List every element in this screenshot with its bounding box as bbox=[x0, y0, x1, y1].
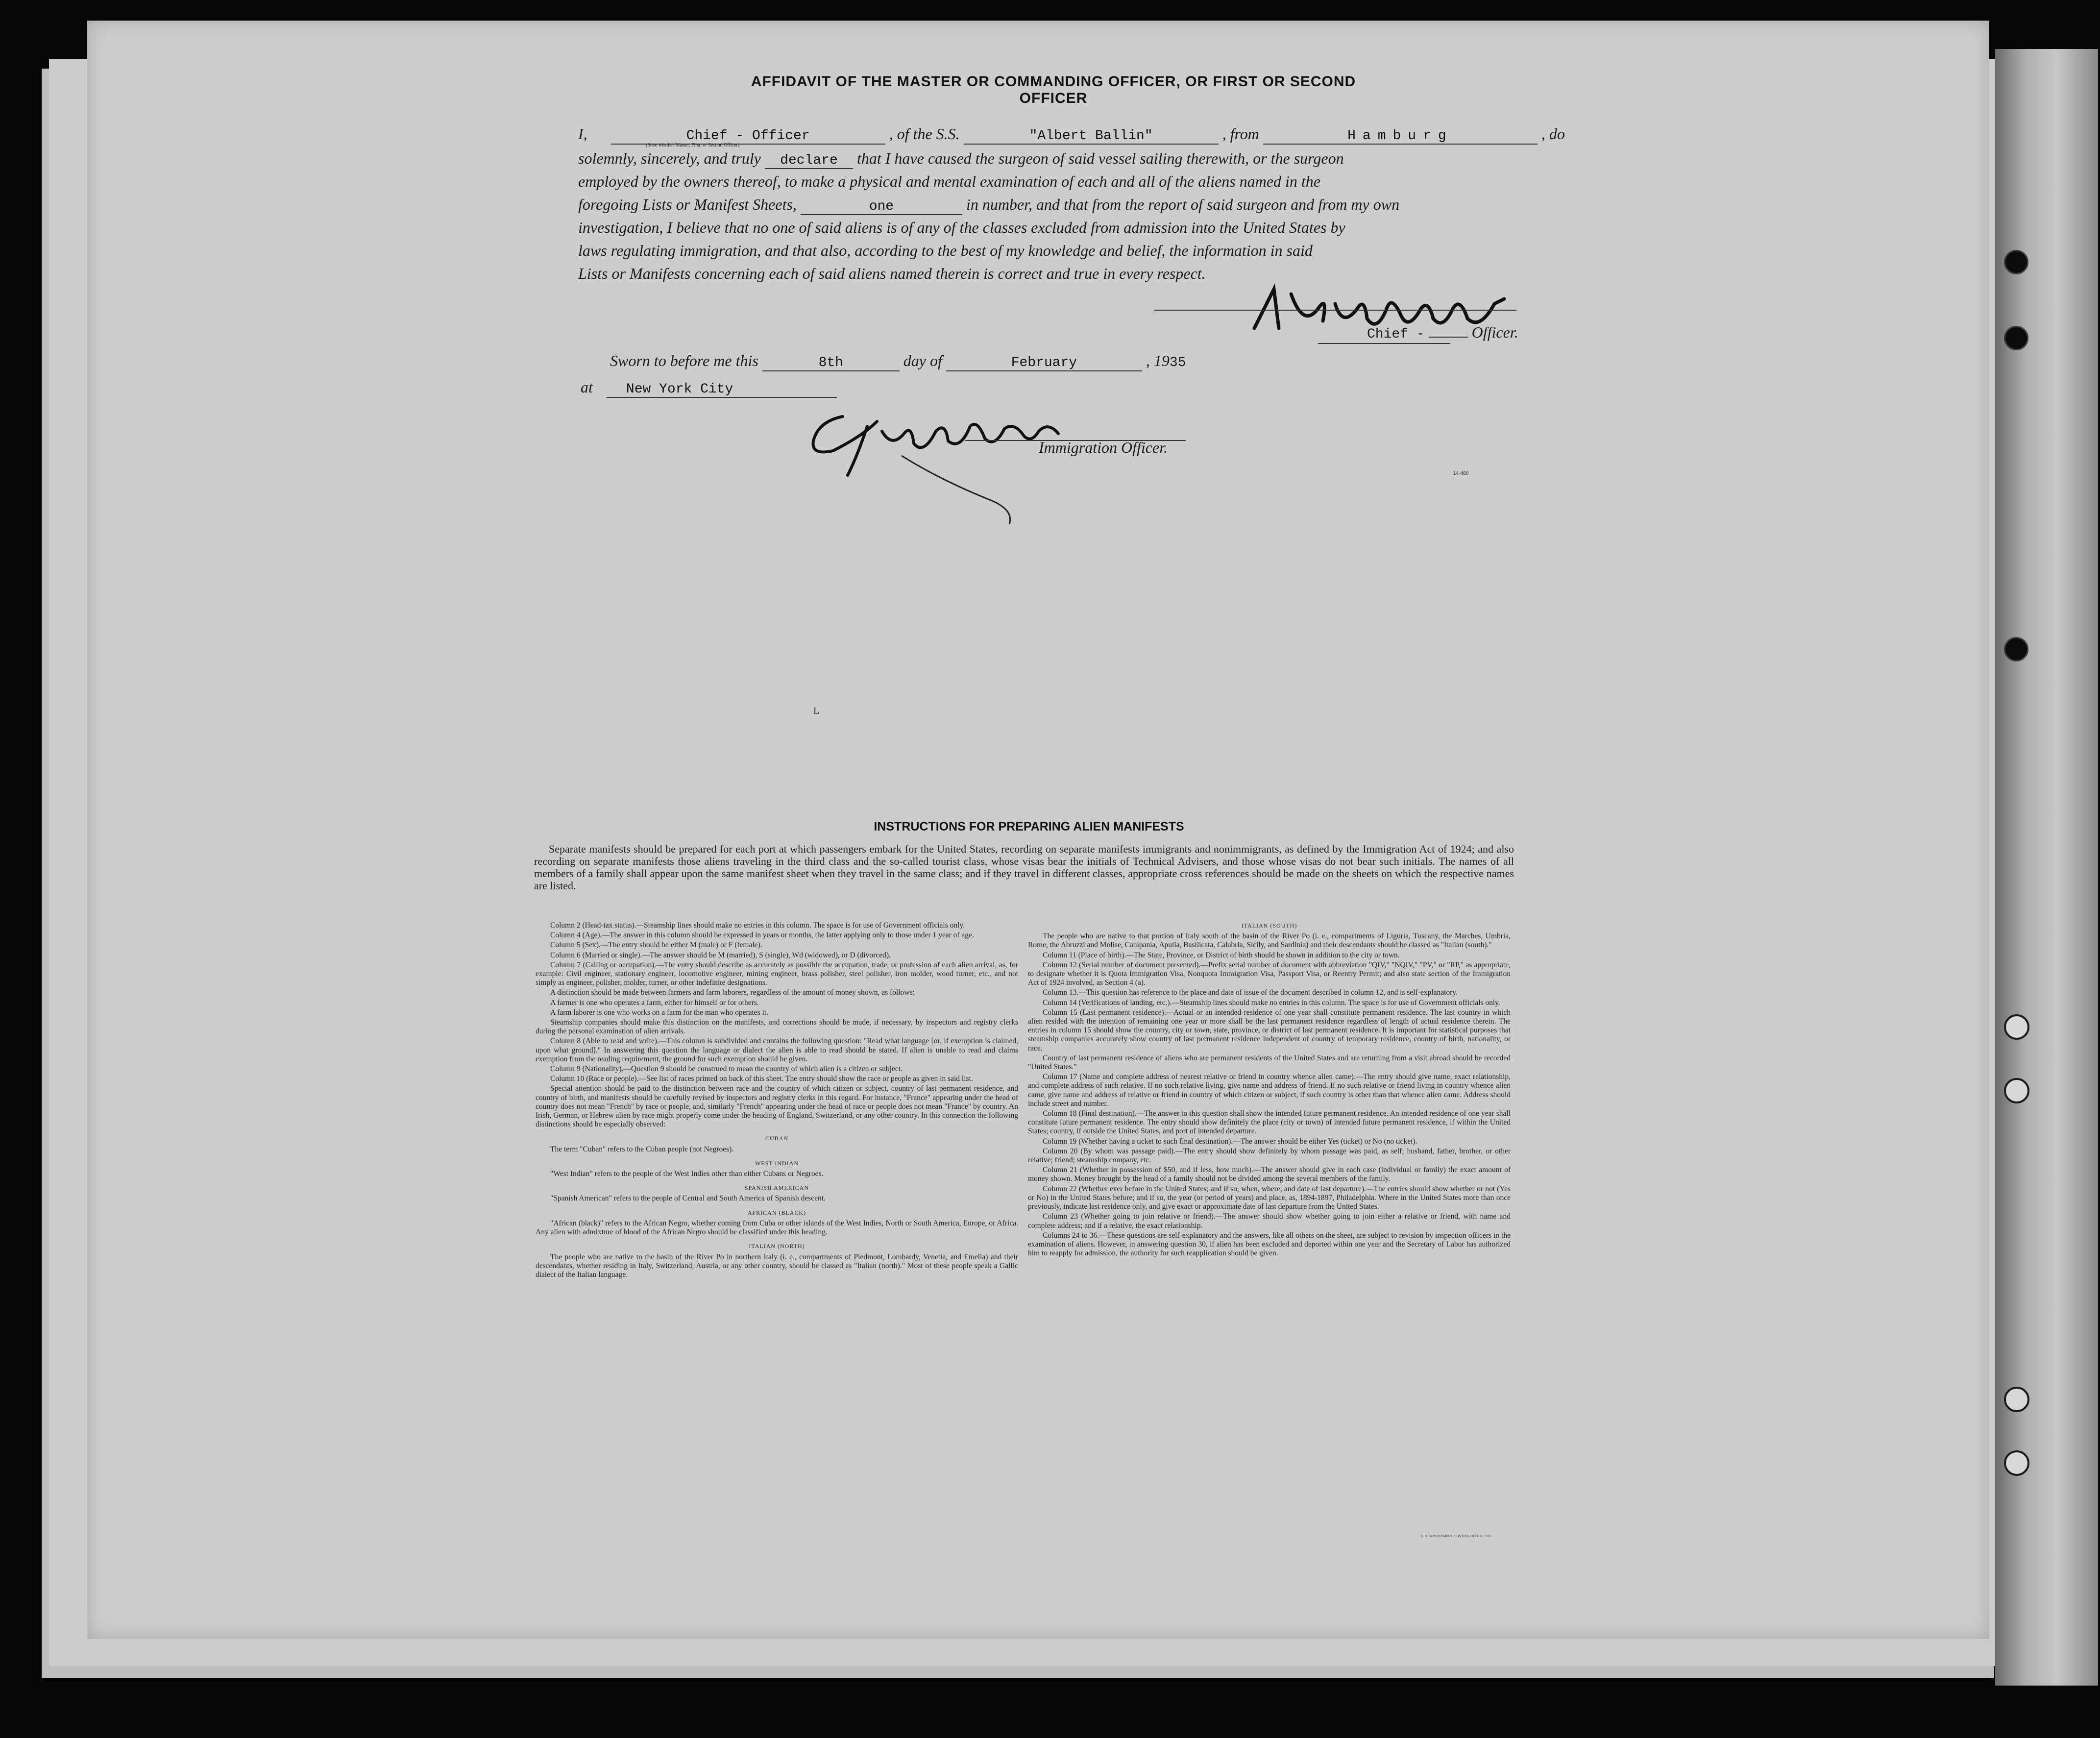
instruction-paragraph: Columns 24 to 36.—These questions are self-explanatory and the answers, like all others on the sheet, are subject to revision by inspection officers in the examination of aliens. However, in answering question 30, if alien has been excluded and deported within one year and the Secretary of Labor has authorized him to reapply for admission, the authority for such reapplication should be given. bbox=[1028, 1231, 1511, 1258]
instructions-intro bbox=[534, 843, 1514, 892]
form-number: 14-480 bbox=[1453, 471, 1469, 476]
punch-hole bbox=[2004, 1387, 2029, 1412]
text-solemnly: solemnly, sincerely, and truly bbox=[578, 149, 761, 167]
stray-mark: L bbox=[813, 706, 820, 716]
printing-office-line: U. S. GOVERNMENT PRINTING OFFICE: 1933 bbox=[1421, 1534, 1491, 1538]
officer-title-field: Chief - Officer bbox=[611, 128, 885, 145]
signature-line bbox=[1154, 310, 1516, 311]
affidavit-line-4 bbox=[578, 196, 1519, 215]
instruction-paragraph: Special attention should be paid to the distinction between race and the country of which citizen or subject, country of last permanent residence, and country of birth, and manifests should be carefully revised by inspectors and registry clerks in this regard. For instance, "France" appearing under the head of country does not mean "French" by race or people, and, similarly "French" appearing under the head of race or people does not mean "France" by country. An Irish, German, or Hebrew alien by race might properly come under the heading of England, Switzerland, or any other country. In this connection the following distinctions should be especially observed: bbox=[536, 1084, 1018, 1129]
instruction-paragraph: Column 2 (Head-tax status).—Steamship lines should make no entries in this column. The space is for use of Government officials only. bbox=[550, 921, 965, 930]
sworn-year-prefix: , 19 bbox=[1146, 352, 1170, 369]
affidavit-line-6: laws regulating immigration, and that also, according to the best of my knowledge and belief, the information in said bbox=[578, 242, 1313, 259]
sworn-place-field: New York City bbox=[607, 382, 837, 398]
sworn-line bbox=[610, 352, 1186, 371]
instruction-paragraph: "West Indian" refers to the people of the West Indies other than either Cubans or Negroes. bbox=[550, 1170, 824, 1178]
text-surgeon: that I have caused the surgeon of said vessel sailing therewith, or the surgeon bbox=[856, 149, 1344, 167]
immigration-officer-caption: Immigration Officer. bbox=[1039, 439, 1168, 456]
instruction-paragraph: Column 10 (Race or people).—See list of races printed on back of this sheet. The entry should show the race or people as given in said list. bbox=[550, 1075, 973, 1083]
instruction-paragraph: Column 15 (Last permanent residence).—Actual or an intended residence of one year shall constitute permanent residence. The last country in which alien resided with the intention of remaining one year or more shall be the last permanent residence regardless of length of actual residence therein. The entries in column 15 should show the country, city or town, state, province, or district of last permanent residence. It is important for statistical purposes that steamship companies accurately show country of last permanent residence independent of country of temporary residence, country of birth, nationality, or race. bbox=[1028, 1008, 1511, 1053]
instruction-paragraph: Column 5 (Sex).—The entry should be either M (male) or F (female). bbox=[550, 941, 762, 950]
instruction-paragraph: "African (black)" refers to the African Negro, whether coming from Cuba or other islands of the West Indies, North or South America, Europe, or Africa. Any alien with admixture of blood of the African Negro should be classified under this heading. bbox=[536, 1219, 1018, 1237]
instruction-paragraph: Column 14 (Verifications of landing, etc.).—Steamship lines should make no entries in this column. The space is for use of Government officials only. bbox=[1043, 998, 1500, 1007]
punch-hole bbox=[2004, 637, 2028, 661]
sheet-count-field: one bbox=[801, 199, 962, 215]
instruction-paragraph: Country of last permanent residence of aliens who are permanent residents of the United States and are returning from a visit abroad should be recorded "United States." bbox=[1028, 1053, 1511, 1072]
instruction-paragraph: The people who are native to the basin of the River Po in northern Italy (i. e., compartments of Piedmont, Lombardy, Venetia, and Emelia) and their descendants, whether residing in Italy, Switzerland, Austria, or any other country, should be classed as "Italian (north)." Most of these people speak a Gallic dialect of the Italian language. bbox=[536, 1252, 1018, 1279]
instruction-paragraph: Column 23 (Whether going to join relative or friend).—The answer should show whether going to join either a relative or friend, with name and complete address; and if a relative, the exact relationship. bbox=[1028, 1212, 1511, 1230]
instructions-right-column bbox=[1028, 921, 1511, 1259]
instruction-paragraph: Column 8 (Able to read and write).—This column is subdivided and contains the following question: "Read what language [or, if exemption is claimed, upon what ground]." In answering this question the language or dialect the alien is able to read should be stated. If alien is unable to read and claims exemption from the reading requirement, the ground for such exemption should be given. bbox=[536, 1037, 1018, 1063]
text-in-number: in number, and that from the report of said surgeon and from my own bbox=[966, 196, 1400, 213]
instruction-paragraph: Column 18 (Final destination).—The answer to this question shall show the intended future permanent residence. An intended residence of one year shall constitute future permanent residence. The entry should show definitely the place (city or town) of intended future permanent residence, if within the United States; country, if outside the United States, and port of intended departure. bbox=[1028, 1109, 1511, 1136]
instructions-left-column bbox=[536, 921, 1018, 1280]
instruction-paragraph: The people who are native to that portion of Italy south of the basin of the River Po (i. e., compartments of Liguria, Tuscany, the Marches, Umbria, Rome, the Abruzzi and Molise, Campania, Apulia, Basilicata, Calabria, Sicily, and Sardinia) and their descendants should be classed as "Italian (south)." bbox=[1028, 932, 1511, 950]
heading-italian-north: ITALIAN (NORTH) bbox=[749, 1243, 805, 1250]
immigration-officer-signature bbox=[784, 402, 1127, 529]
text-foregoing: foregoing Lists or Manifest Sheets, bbox=[578, 196, 797, 213]
text-from: , from bbox=[1222, 125, 1259, 143]
instruction-paragraph: Column 22 (Whether ever before in the United States; and if so, when, where, and date of last departure).—The entries should show whether or not (Yes or No) in the United States before; and if so, the year (or period of years) and place, as, 1894-1897, Philadelphia. Where in the United States more than once previously, indicate last residence only, and give exact or approximate date of last departure from the United States. bbox=[1028, 1184, 1511, 1211]
heading-italian-south: ITALIAN (SOUTH) bbox=[1241, 922, 1297, 929]
text-do: , do bbox=[1541, 125, 1565, 143]
binder-edge bbox=[1995, 49, 2098, 1686]
instruction-paragraph: Column 6 (Married or single).—The answer should be M (married), S (single), Wd (widowed), or D (divorced). bbox=[550, 951, 891, 959]
punch-hole bbox=[2004, 1450, 2029, 1476]
vessel-name-field: "Albert Ballin" bbox=[964, 128, 1219, 145]
signer-caption: Officer. bbox=[1471, 323, 1518, 341]
instruction-paragraph: "Spanish American" refers to the people of Central and South America of Spanish descent. bbox=[550, 1194, 826, 1203]
affidavit-line-1 bbox=[578, 125, 1565, 145]
sworn-year-field: 35 bbox=[1169, 355, 1186, 370]
at-label: at bbox=[581, 378, 593, 396]
sworn-day-of: day of bbox=[903, 352, 942, 369]
text-of-ship: , of the S.S. bbox=[889, 125, 960, 143]
instruction-paragraph: A distinction should be made between farmers and farm laborers, regardless of the amount of money shown, as follows: bbox=[550, 988, 915, 997]
signer-title bbox=[1367, 323, 1518, 342]
sworn-prefix: Sworn to before me this bbox=[610, 352, 758, 369]
sworn-place-line bbox=[581, 378, 837, 398]
instruction-paragraph: Column 7 (Calling or occupation).—The entry should describe as accurately as possible the occupation, trade, or profession of each alien arrival, as, for example: Civil engineer, stationary engineer, locomotive engineer, mining engineer, brass polisher, steel polisher, iron molder, wood turner, etc., and not simply as engineer, polisher, molder, turner, or other indefinite designations. bbox=[536, 960, 1018, 987]
instruction-paragraph: Steamship companies should make this distinction on the manifests, and corrections should be made, if necessary, by inspectors and registry clerks during the personal examination of alien arrivals. bbox=[536, 1018, 1018, 1036]
sworn-month-field: February bbox=[946, 355, 1142, 371]
heading-west-indian: WEST INDIAN bbox=[755, 1159, 799, 1167]
intro-text: Separate manifests should be prepared for each port at which passengers embark for the United States, recording on separate manifests immigrants and nonimmigrants, as defined by the Immigration Act of 1924; and also recording on separate manifests those aliens traveling in the third class and the so-called tourist class, whose visas bear the initials of Technical Advisers, and those whose visas do not bear such initials. The names of all members of a family shall appear upon the same manifest sheet when they travel in the same class; and if they travel in different classes, appropriate cross references should be made on the sheets on which the respective names are listed. bbox=[534, 843, 1514, 892]
heading-spanish-american: SPANISH AMERICAN bbox=[744, 1184, 809, 1192]
instruction-paragraph: The term "Cuban" refers to the Cuban people (not Negroes). bbox=[550, 1145, 734, 1153]
affidavit-line-7: Lists or Manifests concerning each of said aliens named therein is correct and true in every respect. bbox=[578, 265, 1206, 282]
instruction-paragraph: Column 12 (Serial number of document presented).—Prefix serial number of document with abbreviation "QIV," "NQIV," "PV," or "RP," as appropriate, to designate whether it is Quota Immigration Visa, Nonquota Immigration Visa, Passport Visa, or Reentry Permit; and also state section of the Immigration Act of 1924 involved, as Section 4 (a). bbox=[1028, 960, 1511, 987]
instruction-paragraph: Column 19 (Whether having a ticket to such final destination).—The answer should be either Yes (ticket) or No (no ticket). bbox=[1043, 1137, 1417, 1146]
text-i: I, bbox=[578, 125, 587, 143]
punch-hole bbox=[2004, 1014, 2029, 1040]
instruction-paragraph: Column 17 (Name and complete address of nearest relative or friend in country whence alien came).—The entry should give name, exact relationship, and complete address of such relative. If no such relative living, give name and address of friend. If no such relative or friend living in country whence alien came, give name and address of relative or friend in country of which citizen or subject, if such country is other than that whence alien came. Address should include street and number. bbox=[1028, 1073, 1511, 1108]
instruction-paragraph: Column 13.—This question has reference to the place and date of issue of the document described in column 12, and is self-explanatory. bbox=[1043, 988, 1458, 997]
signer-title-value: Chief - bbox=[1367, 327, 1425, 342]
affidavit-title: AFFIDAVIT OF THE MASTER OR COMMANDING OFFICER, OR FIRST OR SECOND OFFICER bbox=[751, 73, 1356, 106]
affidavit-line-2 bbox=[578, 149, 1519, 169]
sworn-day-field: 8th bbox=[762, 355, 900, 371]
state-note: (State whether Master, First, or Second Officer) bbox=[646, 143, 740, 148]
instruction-paragraph: A farm laborer is one who works on a farm for the man who operates it. bbox=[550, 1008, 769, 1017]
instructions-title: INSTRUCTIONS FOR PREPARING ALIEN MANIFESTS bbox=[874, 820, 1184, 833]
verb-field: declare bbox=[765, 153, 853, 169]
punch-hole bbox=[2004, 250, 2028, 274]
punch-hole bbox=[2004, 326, 2028, 350]
instruction-paragraph: Column 11 (Place of birth).—The State, Province, or District of birth should be shown in addition to the city or town. bbox=[1043, 951, 1400, 959]
instruction-paragraph: A farmer is one who operates a farm, either for himself or for others. bbox=[550, 998, 759, 1007]
affidavit-line-3: employed by the owners thereof, to make a physical and mental examination of each and all of the aliens named in the bbox=[578, 172, 1320, 190]
instruction-paragraph: Column 9 (Nationality).—Question 9 should be construed to mean the country of which alien is a citizen or subject. bbox=[550, 1065, 903, 1074]
instruction-paragraph: Column 20 (By whom was passage paid).—The entry should show definitely by whom passage was paid, as self; husband, father, brother, or other relative; friend; steamship company, etc. bbox=[1028, 1147, 1511, 1165]
punch-hole bbox=[2004, 1078, 2029, 1103]
affidavit-line-5: investigation, I believe that no one of said aliens is of any of the classes excluded from admission into the United States by bbox=[578, 219, 1345, 236]
port-from-field: Hamburg bbox=[1263, 128, 1538, 145]
signer-title-underline bbox=[1318, 343, 1450, 344]
heading-cuban: CUBAN bbox=[765, 1135, 788, 1142]
signer-title-blank bbox=[1429, 337, 1468, 338]
instruction-paragraph: Column 4 (Age).—The answer in this column should be expressed in years or months, the latter applying only to those under 1 year of age. bbox=[550, 931, 974, 940]
heading-african: AFRICAN (BLACK) bbox=[747, 1209, 806, 1216]
instruction-paragraph: Column 21 (Whether in possession of $50, and if less, how much).—The answer should give in each case (individual or family) the exact amount of money shown. Money brought by the head of a family should not be divided among the several members of the family. bbox=[1028, 1166, 1511, 1183]
